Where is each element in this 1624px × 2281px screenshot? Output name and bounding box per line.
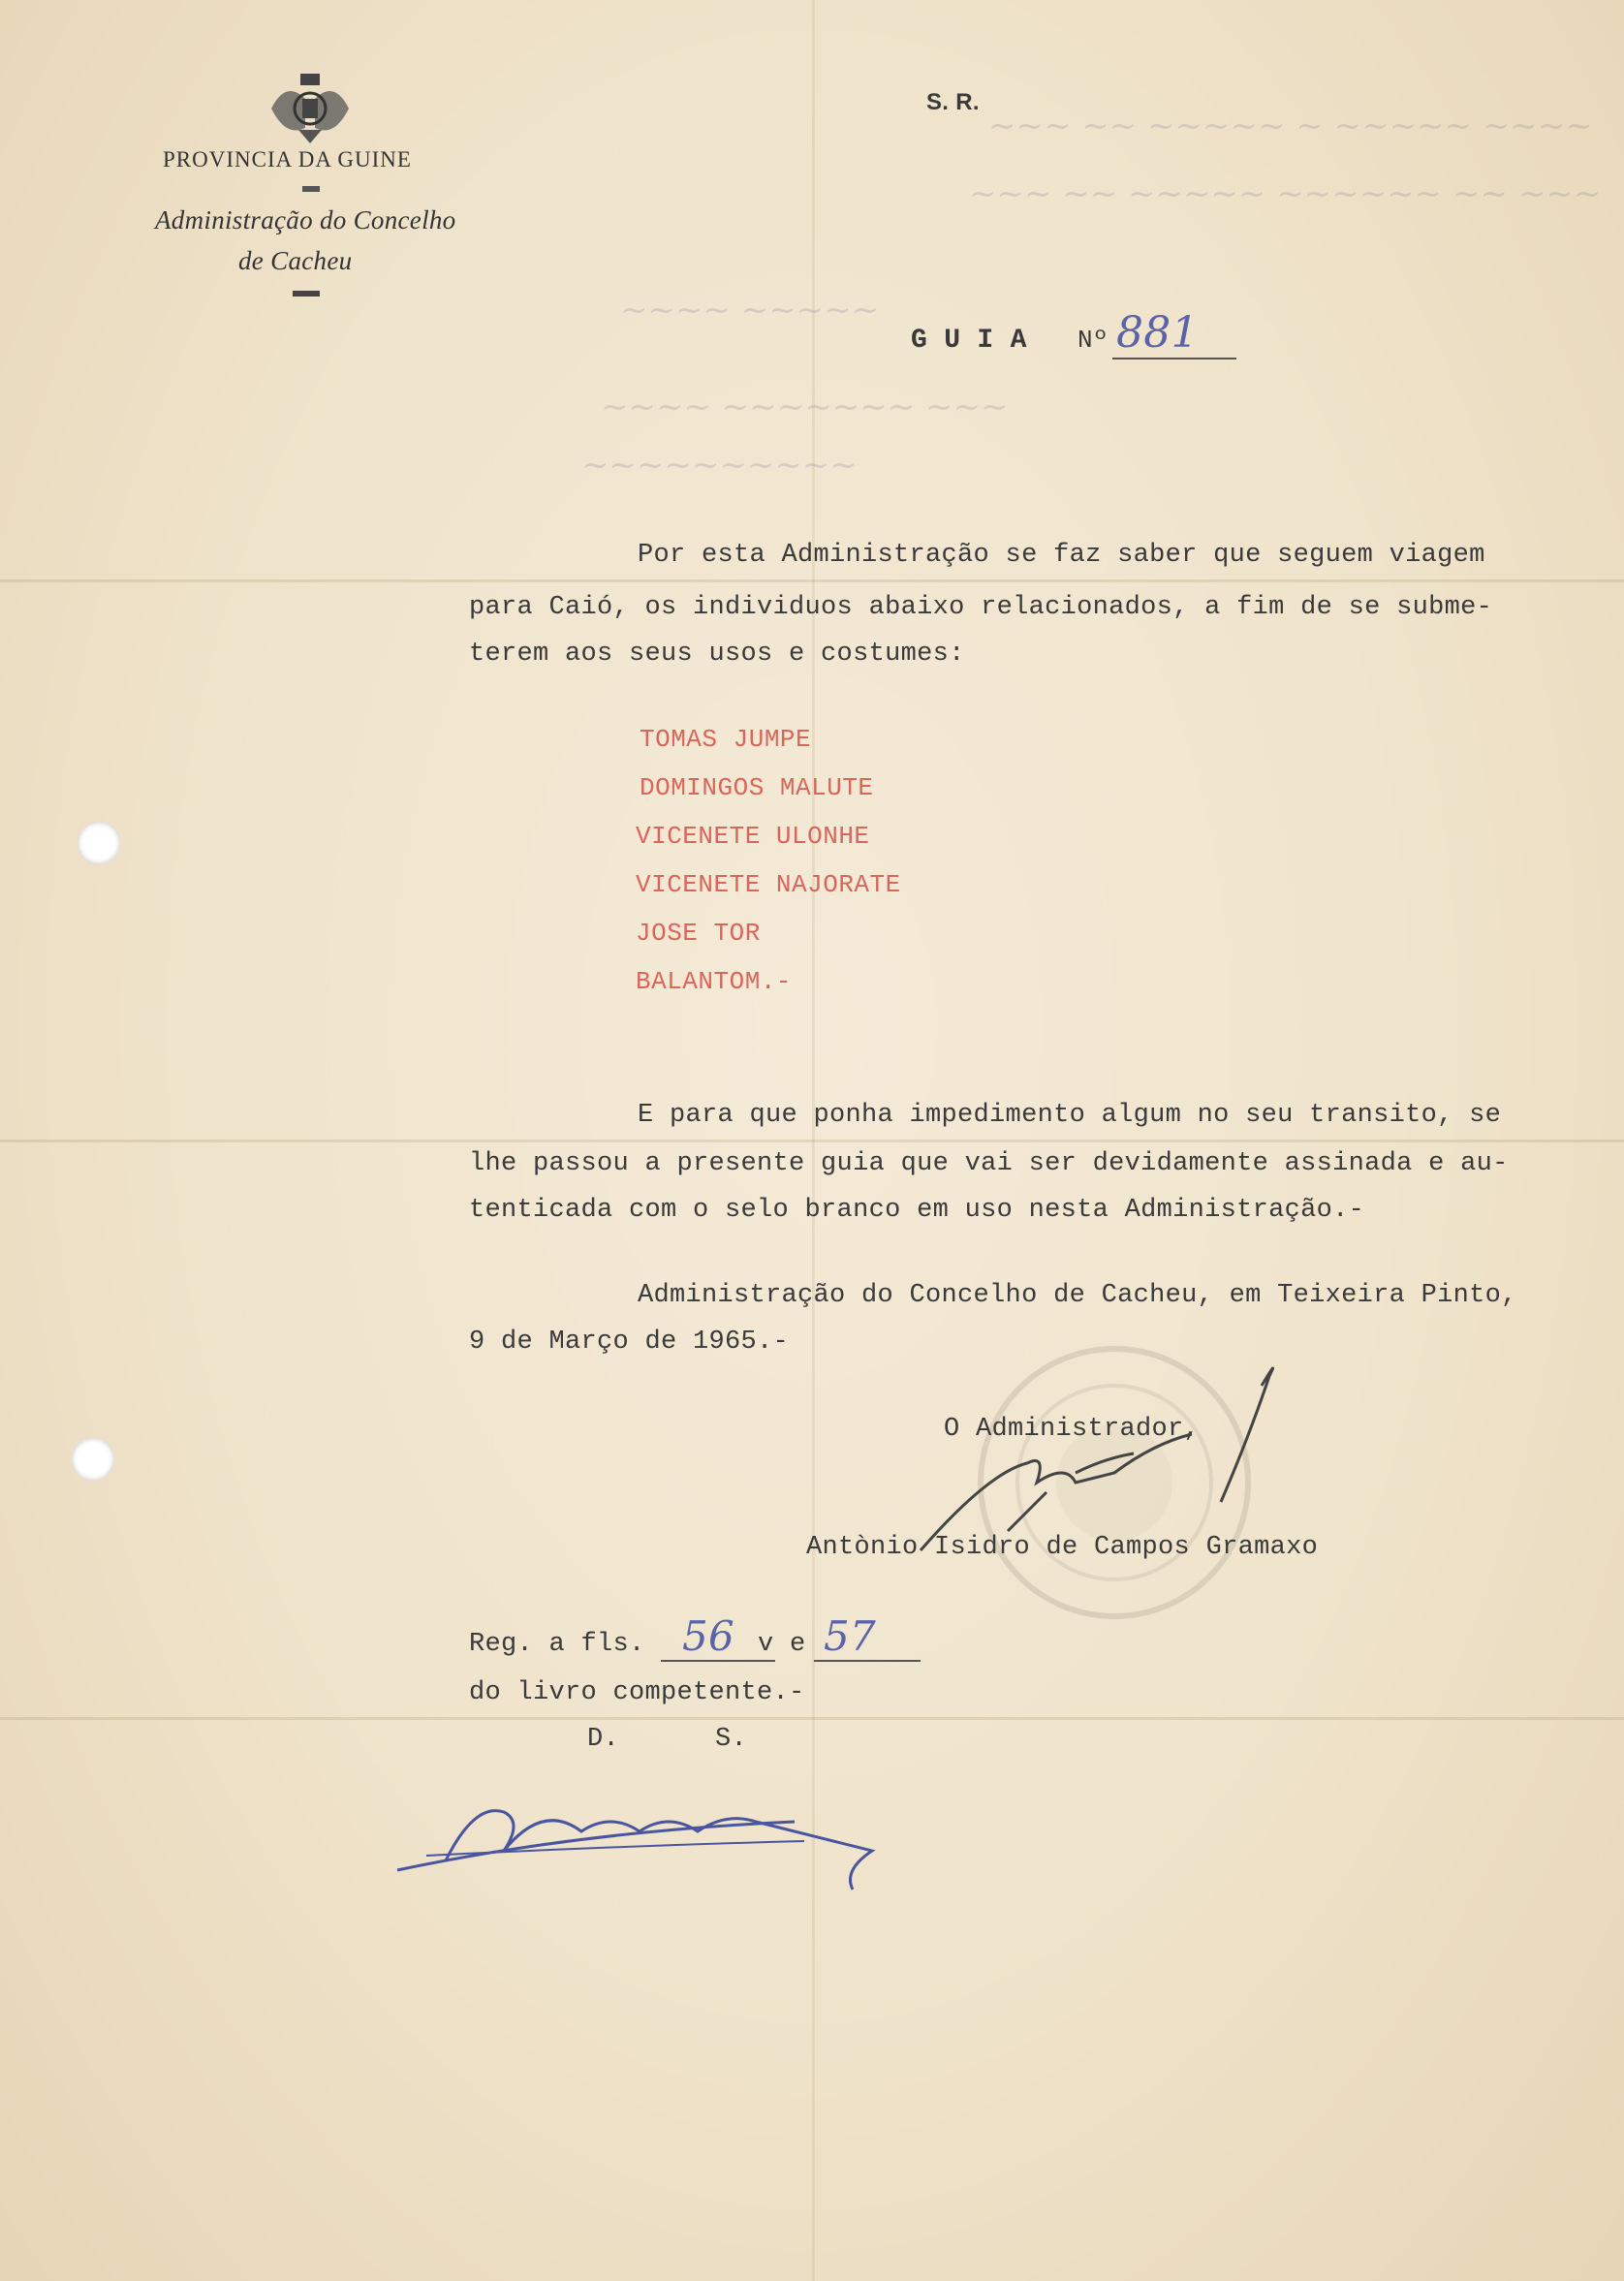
registry-page1: 56	[661, 1612, 775, 1662]
registrar-signature	[388, 1764, 911, 1909]
body-line: terem aos seus usos e costumes:	[469, 640, 965, 669]
traveler-name: TOMAS JUMPE	[640, 725, 812, 754]
administration-line1: Administração do Concelho	[155, 205, 456, 234]
punch-hole	[78, 822, 120, 864]
body-line: E para que ponha impedimento algum no seu transito, se	[638, 1101, 1502, 1130]
header-divider	[302, 186, 320, 192]
registry-conj: v e	[758, 1630, 806, 1659]
bleed-through-handwriting: ~~~ ~~ ~~~~~ ~ ~~~~~ ~~~~	[988, 107, 1593, 145]
coat-of-arms-icon	[262, 70, 359, 147]
registry-line2: do livro competente.-	[469, 1678, 805, 1707]
body-line: para Caió, os individuos abaixo relacionados, a fim de se subme-	[469, 593, 1493, 622]
traveler-name: VICENETE NAJORATE	[636, 870, 901, 899]
guia-number-prefix: Nº	[1077, 326, 1109, 355]
place-date-line: 9 de Março de 1965.-	[469, 1328, 790, 1357]
header-divider	[293, 291, 320, 297]
place-date-line: Administração do Concelho de Cacheu, em Teixeira Pinto,	[638, 1281, 1517, 1310]
bleed-through-handwriting: ~~~~ ~~~~~	[620, 291, 880, 329]
body-line: Por esta Administração se faz saber que seguem viagem	[638, 541, 1485, 570]
body-line: lhe passou a presente guia que vai ser devidamente assinada e au-	[469, 1149, 1509, 1178]
guia-number: 881	[1112, 308, 1236, 359]
traveler-name: VICENETE ULONHE	[636, 822, 870, 851]
registry-page2: 57	[814, 1612, 921, 1662]
signatory-title: O Administrador,	[944, 1415, 1201, 1444]
administration-line2: de Cacheu	[238, 246, 353, 275]
bleed-through-handwriting: ~~~~ ~~~~~~~ ~~~	[601, 388, 1009, 426]
guia-label: G U I A	[911, 326, 1027, 356]
province-title: PROVINCIA DA GUINE	[163, 147, 412, 172]
body-line: tenticada com o selo branco em uso nesta Administração.-	[469, 1196, 1365, 1225]
bleed-through-handwriting: ~~~ ~~ ~~~~~ ~~~~~~ ~~ ~~~	[969, 174, 1602, 213]
registry-ds: D. S.	[587, 1725, 748, 1754]
punch-hole	[72, 1438, 114, 1481]
sr-mark: S. R.	[926, 89, 980, 115]
traveler-name: JOSE TOR	[636, 919, 761, 948]
traveler-name: DOMINGOS MALUTE	[640, 773, 874, 802]
registry-prefix: Reg. a fls.	[469, 1630, 645, 1659]
bleed-through-handwriting: ~~~~~~~~~~	[581, 446, 858, 484]
signatory-name: Antònio Isidro de Campos Gramaxo	[806, 1533, 1319, 1562]
fold-line	[812, 0, 815, 2281]
traveler-name: BALANTOM.-	[636, 967, 793, 996]
